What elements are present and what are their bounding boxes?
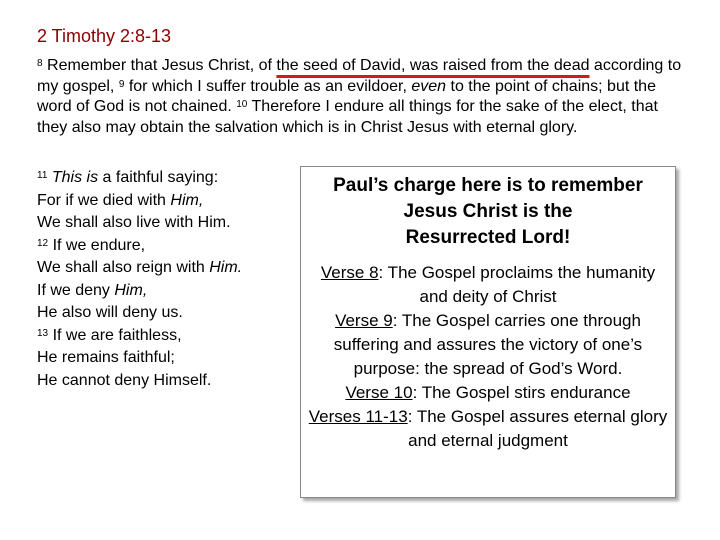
verse-label: Verses 11-13 xyxy=(308,407,408,426)
poem-line: He also will deny us. xyxy=(37,304,183,321)
verse-number: 9 xyxy=(118,78,125,90)
verse-label: Verse 9 xyxy=(335,311,393,330)
verse-number: 13 xyxy=(37,327,49,339)
verse-summary xyxy=(307,261,669,309)
verse-number: 10 xyxy=(236,99,248,110)
verse-number: 12 xyxy=(37,237,49,249)
poem-text: If we endure, xyxy=(48,236,146,254)
poem-line: We shall also live with Him. xyxy=(37,214,231,231)
verse-label: Verse 10 xyxy=(345,383,413,402)
poem-line xyxy=(37,325,307,348)
verse-summary-text: : The Gospel stirs endurance xyxy=(412,383,631,402)
verse-summary xyxy=(307,405,669,453)
verse-label: Verse 8 xyxy=(320,263,379,282)
scripture-poem xyxy=(37,167,307,392)
poem-line: He remains faithful; xyxy=(37,349,175,366)
verse-summary-text: : The Gospel proclaims the humanity and deity of Christ xyxy=(378,263,656,306)
scripture-paragraph xyxy=(37,56,687,138)
italic-word: Him. xyxy=(209,259,243,276)
poem-text: a faithful saying: xyxy=(98,169,219,186)
poem-line xyxy=(37,280,307,303)
verse-summary-text: : The Gospel assures eternal glory and eternal judgment xyxy=(407,407,668,450)
callout-heading-line: Jesus Christ is the xyxy=(403,201,573,222)
poem-line: He cannot deny Himself. xyxy=(37,371,212,389)
italic-word: Him, xyxy=(170,191,204,209)
verse-text: to the point of chains; but the word of God is not chained. xyxy=(37,77,656,115)
italic-phrase: This is xyxy=(51,169,99,186)
poem-line xyxy=(37,167,307,190)
poem-line xyxy=(37,235,307,258)
callout-heading xyxy=(311,173,665,251)
poem-line xyxy=(37,190,307,213)
callout-heading-line: Resurrected Lord! xyxy=(405,227,571,248)
verse-text: according to my gospel, xyxy=(37,57,682,95)
poem-text: For if we died with xyxy=(37,191,171,209)
verse-summary-list xyxy=(301,261,675,453)
verse-summary-text: : The Gospel carries one through suffering and assures the victory of one’s purpose: the spread of God’s Word. xyxy=(333,311,643,378)
verse-summary xyxy=(307,309,669,381)
page-title: 2 Timothy 2:8-13 xyxy=(37,26,172,46)
highlighted-phrase: the seed of David, was raised from the dead xyxy=(276,57,590,74)
verse-text: for which I suffer trouble as an evildoer, xyxy=(124,77,412,95)
verse-text: Therefore I endure all things for the sake of the elect, that they also may obtain the salvation which is in Christ Jesus with eternal glory. xyxy=(37,98,658,136)
verse-summary xyxy=(307,381,669,405)
italic-word: Him, xyxy=(114,281,148,299)
verse-number: 11 xyxy=(37,170,48,181)
poem-line xyxy=(37,257,307,280)
italic-word: even xyxy=(411,77,447,95)
poem-text: If we deny xyxy=(37,281,115,299)
poem-text: We shall also reign with xyxy=(37,259,210,276)
verse-text: Remember that Jesus Christ, of xyxy=(42,57,277,74)
poem-text: If we are faithless, xyxy=(48,326,182,344)
callout-heading-line: Paul’s charge here is to remember xyxy=(333,175,643,196)
verse-number: 8 xyxy=(37,58,43,69)
callout-box xyxy=(300,166,676,498)
